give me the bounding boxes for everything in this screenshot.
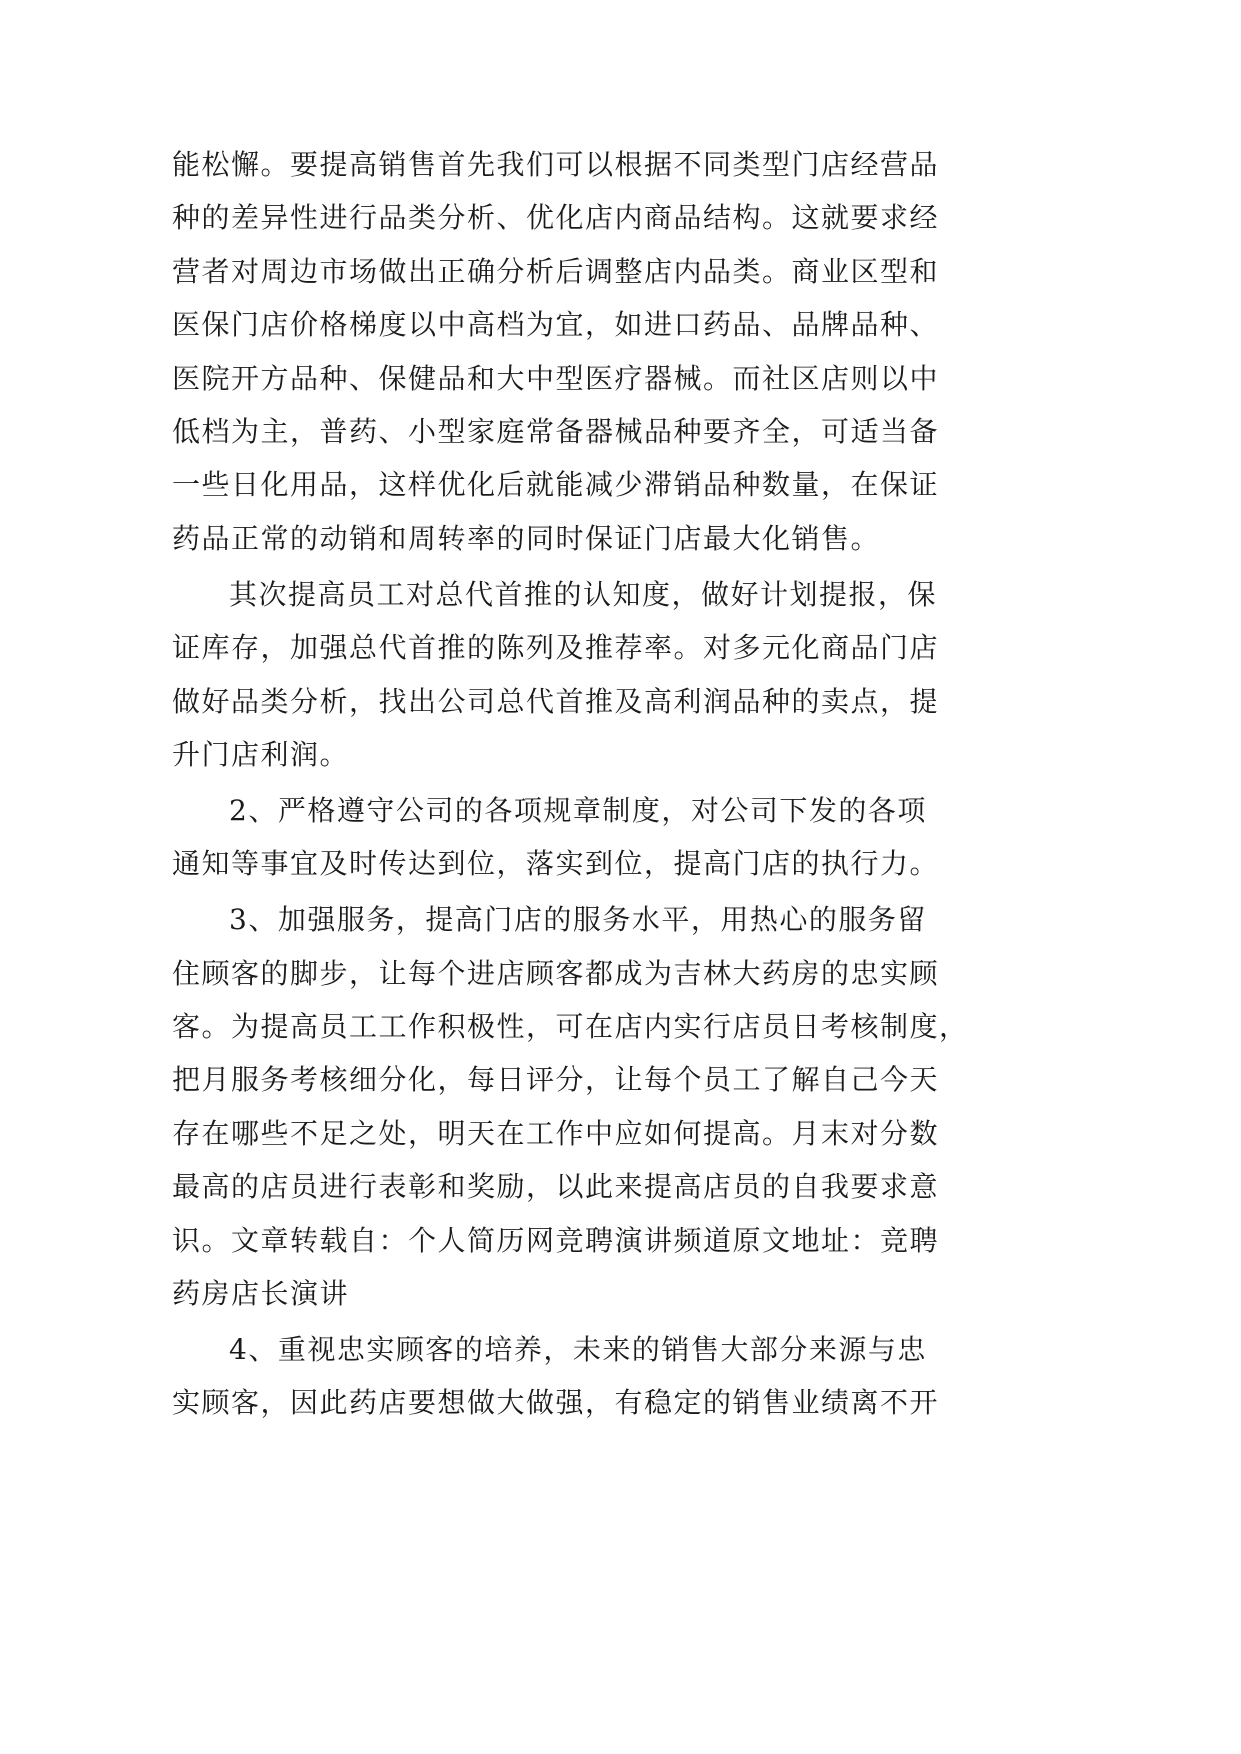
- text-line: 存在哪些不足之处，明天在工作中应如何提高。月末对分数: [172, 1116, 940, 1150]
- text-line: 识。文章转载自：个人简历网竞聘演讲频道原文地址：竞聘: [172, 1223, 940, 1257]
- text-line: 种的差异性进行品类分析、优化店内商品结构。这就要求经: [172, 201, 940, 235]
- text-line: 3、加强服务，提高门店的服务水平，用热心的服务留: [229, 903, 927, 937]
- text-line: 营者对周边市场做出正确分析后调整店内品类。商业区型和: [172, 254, 940, 288]
- text-line: 通知等事宜及时传达到位，落实到位，提高门店的执行力。: [172, 847, 940, 881]
- text-line: 升门店利润。: [172, 737, 350, 771]
- text-line: 药房店长演讲: [172, 1276, 350, 1310]
- text-line: 医保门店价格梯度以中高档为宜，如进口药品、品牌品种、: [172, 308, 940, 342]
- text-line: 证库存，加强总代首推的陈列及推荐率。对多元化商品门店: [172, 631, 940, 665]
- text-line: 一些日化用品，这样优化后就能减少滞销品种数量，在保证: [172, 468, 940, 502]
- text-line: 其次提高员工对总代首推的认知度，做好计划提报，保: [229, 577, 938, 611]
- text-line: 低档为主，普药、小型家庭常备器械品种要齐全，可适当备: [172, 415, 940, 448]
- text-line: 药品正常的动销和周转率的同时保证门店最大化销售。: [172, 521, 881, 555]
- text-line: 4、重视忠实顾客的培养，未来的销售大部分来源与忠: [229, 1332, 927, 1366]
- text-line: 把月服务考核细分化，每日评分，让每个员工了解自己今天: [172, 1063, 940, 1097]
- text-line: 最高的店员进行表彰和奖励，以此来提高店员的自我要求意: [172, 1170, 940, 1204]
- text-line: 做好品类分析，找出公司总代首推及高利润品种的卖点，提: [172, 684, 940, 718]
- text-line: 实顾客，因此药店要想做大做强，有稳定的销售业绩离不开: [172, 1386, 940, 1420]
- text-line: 2、严格遵守公司的各项规章制度，对公司下发的各项: [229, 793, 927, 827]
- text-line: 医院开方品种、保健品和大中型医疗器械。而社区店则以中: [172, 361, 940, 395]
- text-line: 住顾客的脚步，让每个进店顾客都成为吉林大药房的忠实顾: [172, 956, 940, 990]
- text-line: 能松懈。要提高销售首先我们可以根据不同类型门店经营品: [172, 148, 940, 181]
- text-line: 客。为提高员工工作积极性，可在店内实行店员日考核制度，: [172, 1009, 969, 1043]
